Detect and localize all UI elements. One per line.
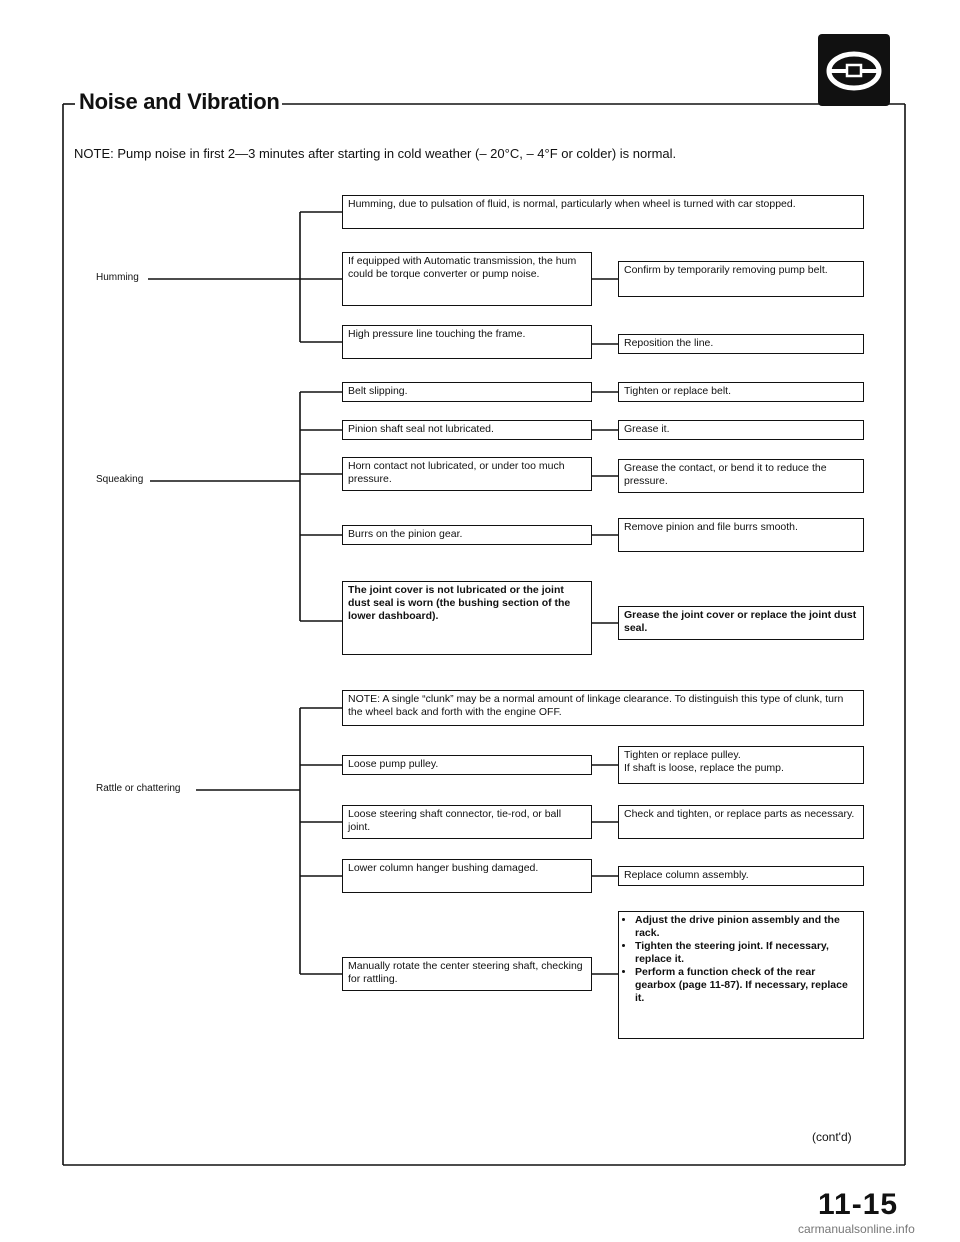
squeaking-cause-burrs: Burrs on the pinion gear. xyxy=(342,525,592,545)
page-title: Noise and Vibration xyxy=(79,89,280,114)
squeaking-remedy-grease: Grease it. xyxy=(618,420,864,440)
squeaking-cause-pinion-seal: Pinion shaft seal not lubricated. xyxy=(342,420,592,440)
rattle-cause-bushing: Lower column hanger bushing damaged. xyxy=(342,859,592,893)
footer-watermark: carmanualsonline.info xyxy=(798,1222,915,1236)
squeaking-remedy-horn: Grease the contact, or bend it to reduce the pressure. xyxy=(618,459,864,493)
rattle-remedy-pulley-line2: If shaft is loose, replace the pump. xyxy=(624,762,784,774)
humming-cause-automatic: If equipped with Automatic transmission, the hum could be torque converter or pump noise. xyxy=(342,252,592,306)
rattle-cause-pump-pulley: Loose pump pulley. xyxy=(342,755,592,775)
rattle-cause-connector: Loose steering shaft connector, tie-rod, or ball joint. xyxy=(342,805,592,839)
rattle-remedy-item: • Adjust the drive pinion assembly and the rack. xyxy=(635,914,858,940)
squeaking-remedy-belt: Tighten or replace belt. xyxy=(618,382,864,402)
squeaking-cause-belt: Belt slipping. xyxy=(342,382,592,402)
rattle-cause-manual-rotate: Manually rotate the center steering shaft, checking for rattling. xyxy=(342,957,592,991)
humming-remedy-reposition: Reposition the line. xyxy=(618,334,864,354)
category-rattle: Rattle or chattering xyxy=(96,783,181,794)
rattle-remedy-pulley xyxy=(618,746,864,784)
cold-weather-note: NOTE: Pump noise in first 2—3 minutes after starting in cold weather (– 20°C, – 4°F or colder) is normal. xyxy=(74,146,677,161)
humming-cause-pressure-line: High pressure line touching the frame. xyxy=(342,325,592,359)
rattle-remedy-item: • Tighten the steering joint. If necessary, replace it. xyxy=(635,940,858,966)
humming-remedy-belt: Confirm by temporarily removing pump belt. xyxy=(618,261,864,297)
rattle-remedy-check: Check and tighten, or replace parts as necessary. xyxy=(618,805,864,839)
squeaking-cause-horn: Horn contact not lubricated, or under too much pressure. xyxy=(342,457,592,491)
rattle-remedy-pulley-line1: Tighten or replace pulley. xyxy=(624,749,741,761)
category-humming: Humming xyxy=(96,272,139,283)
category-squeaking: Squeaking xyxy=(96,474,144,485)
rattle-remedy-column: Replace column assembly. xyxy=(618,866,864,886)
rattle-remedy-item: • Perform a function check of the rear gearbox (page 11-87). If necessary, replace it. xyxy=(635,966,858,1005)
squeaking-remedy-burrs: Remove pinion and file burrs smooth. xyxy=(618,518,864,552)
continued-label: (cont'd) xyxy=(812,1130,852,1144)
rattle-clunk-note: NOTE: A single “clunk” may be a normal amount of linkage clearance. To distinguish this type of clunk, turn the wheel back and forth with the engine OFF. xyxy=(342,690,864,726)
steering-wheel-icon xyxy=(818,34,890,106)
squeaking-cause-joint-cover: The joint cover is not lubricated or the joint dust seal is worn (the bushing section of the lower dashboard). xyxy=(342,581,592,655)
page-number: 11-15 xyxy=(818,1188,899,1221)
squeaking-remedy-joint-cover: Grease the joint cover or replace the joint dust seal. xyxy=(618,606,864,640)
rattle-remedy-list xyxy=(618,911,864,1039)
humming-cause-pulsation: Humming, due to pulsation of fluid, is normal, particularly when wheel is turned with car stopped. xyxy=(342,195,864,229)
